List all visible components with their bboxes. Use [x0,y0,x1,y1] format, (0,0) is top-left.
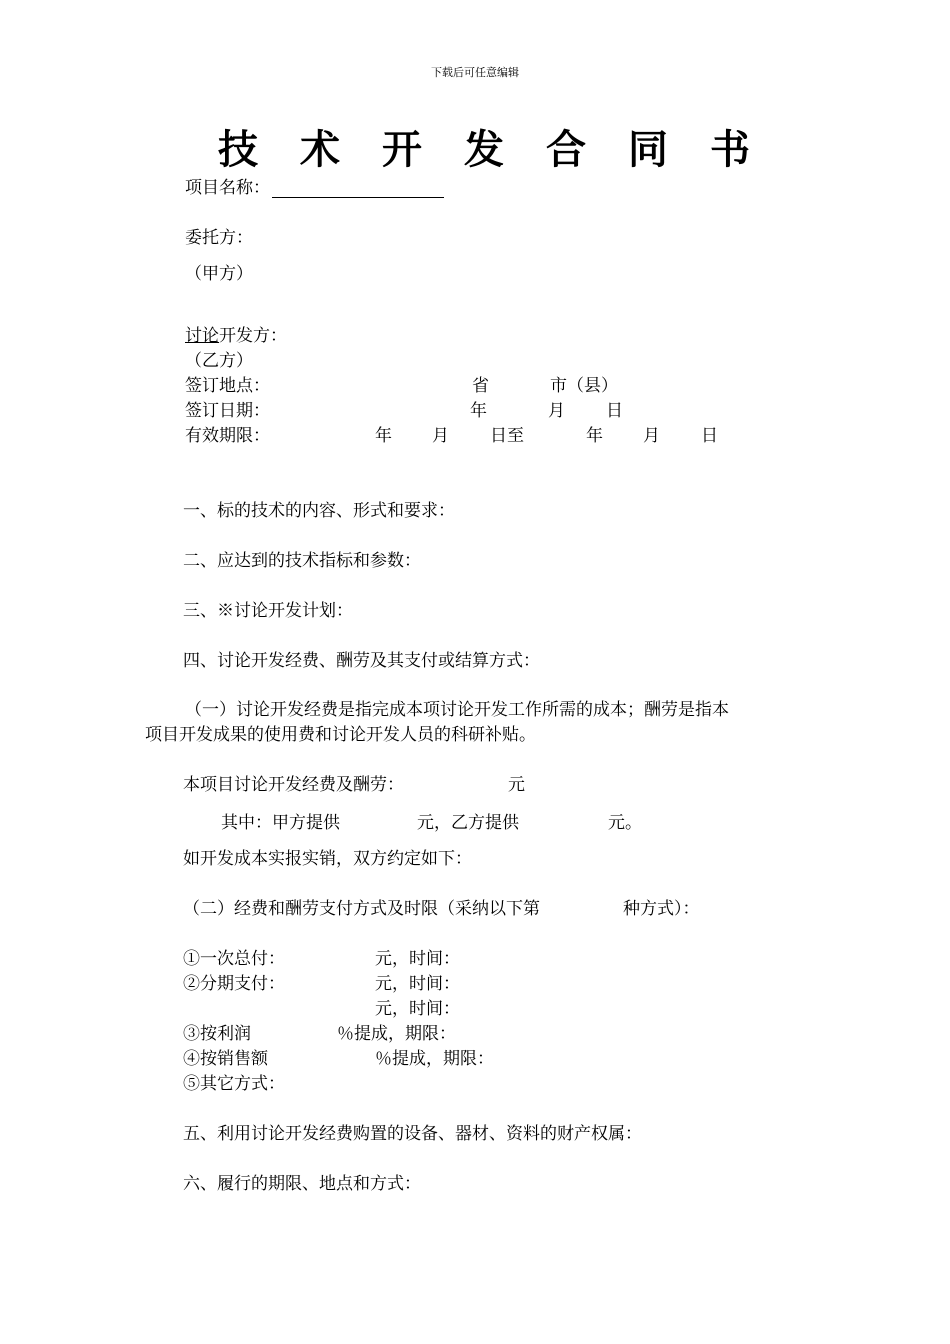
section-6: 六、履行的期限、地点和方式： [183,1174,421,1194]
pay-option-2: ②分期支付： [183,974,285,994]
section-2: 二、应达到的技术指标和参数： [183,551,421,571]
sign-place-label: 签订地点： [185,376,270,396]
pay-option-2-time-b: 元，时间： [375,999,460,1019]
pay-option-5: ⑤其它方式： [183,1074,285,1094]
sign-date-label: 签订日期： [185,401,270,421]
province-label: 省 [472,376,489,396]
project-name-blank [272,180,444,198]
party-b-provides: 元，乙方提供 [417,813,519,833]
pay-option-1-time: 元，时间： [375,949,460,969]
valid-end-year: 年 [586,426,603,446]
sign-day: 日 [606,401,623,421]
project-name-row [185,178,444,198]
valid-end-month: 月 [643,426,660,446]
pay-option-1: ①一次总付： [183,949,285,969]
fee-label: 本项目讨论开发经费及酬劳： [183,775,404,795]
client-label: 委托方： [185,228,253,248]
yuan-period: 元。 [608,813,642,833]
section-5: 五、利用讨论开发经费购置的设备、器材、资料的财产权属： [183,1124,642,1144]
document-title: 技术开发合同书 [218,126,792,173]
developer-label [185,326,287,346]
valid-start-year: 年 [375,426,392,446]
section-4: 四、讨论开发经费、酬劳及其支付或结算方式： [183,651,540,671]
section-4-1-line1: （一）讨论开发经费是指完成本项讨论开发工作所需的成本；酬劳是指本 [185,700,729,720]
section-4-1-line2: 项目开发成果的使用费和讨论开发人员的科研补贴。 [145,725,536,745]
fee-yuan: 元 [508,775,525,795]
sign-year: 年 [470,401,487,421]
section-1: 一、标的技术的内容、形式和要求： [183,501,455,521]
section-4-2-a: （二）经费和酬劳支付方式及时限（采纳以下第 [183,899,540,919]
valid-label: 有效期限： [185,426,270,446]
developer-party: （乙方） [185,351,253,371]
pay-option-3: ③按利润 [183,1024,251,1044]
pay-option-3-limit: ％提成，期限： [337,1024,456,1044]
project-name-label: 项目名称： [185,178,270,198]
valid-day-to: 日至 [490,426,524,446]
header-note: 下载后可任意编辑 [431,66,519,79]
pay-option-2-time-a: 元，时间： [375,974,460,994]
city-label: 市（县） [550,376,618,396]
client-party: （甲方） [185,264,253,284]
of-which-label: 其中：甲方提供 [221,813,340,833]
developer-label-rest: 开发方： [219,326,287,346]
valid-start-month: 月 [432,426,449,446]
reimburse-note: 如开发成本实报实销，双方约定如下： [183,849,472,869]
valid-end-day: 日 [701,426,718,446]
developer-label-underlined: 讨论 [185,326,219,346]
pay-option-4-limit: ％提成，期限： [375,1049,494,1069]
sign-month: 月 [548,401,565,421]
section-4-2-b: 种方式）： [623,899,700,919]
section-3: 三、※讨论开发计划： [183,601,353,621]
pay-option-4: ④按销售额 [183,1049,268,1069]
